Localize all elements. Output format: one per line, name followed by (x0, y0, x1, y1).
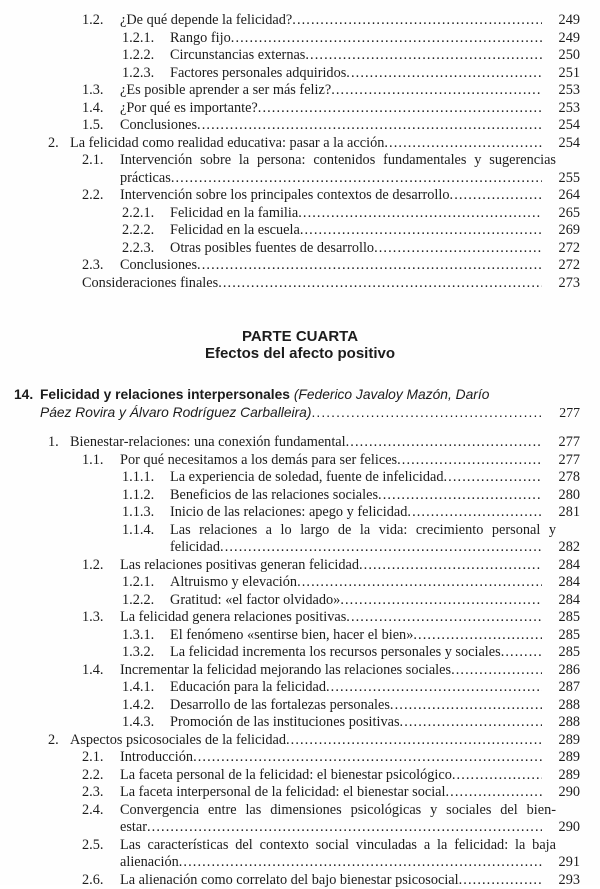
entry-number: 2.2. (82, 187, 120, 205)
entry-title: Aspectos psicosociales de la felicidad (70, 732, 286, 750)
entry-title: Por qué necesitamos a los demás para ser felices (120, 452, 397, 470)
dot-leader (326, 679, 542, 697)
toc-entry (0, 819, 580, 837)
toc-entry (0, 152, 580, 170)
chapter-title: Felicidad y relaciones interpersonales (40, 387, 290, 402)
page-number: 285 (556, 609, 580, 627)
chapter-entry (0, 386, 600, 421)
entry-number: 1.4. (82, 662, 120, 680)
entry-number: 1.2.1. (122, 574, 170, 592)
dot-leader (501, 644, 542, 662)
page-number: 288 (556, 697, 580, 715)
toc-entry (0, 714, 580, 732)
toc-entry (0, 784, 580, 802)
toc-entry (0, 592, 580, 610)
page-number: 250 (556, 47, 580, 65)
entry-number: 1.4.2. (122, 697, 170, 715)
toc-entry (0, 100, 580, 118)
entry-title: La faceta interpersonal de la felicidad: el bienestar social (120, 784, 446, 802)
chapter-authors-line (0, 404, 600, 422)
page-number: 277 (556, 452, 580, 470)
toc-entry (0, 557, 580, 575)
page-number: 281 (556, 504, 580, 522)
entry-title: Promoción de las instituciones positivas (170, 714, 400, 732)
toc-entry (0, 275, 580, 293)
entry-title: La felicidad como realidad educativa: pasar a la acción (70, 135, 384, 153)
dot-leader (305, 47, 542, 65)
toc-entry (0, 644, 580, 662)
entry-number: 2. (48, 732, 70, 750)
dot-leader (297, 574, 542, 592)
page-number: 278 (556, 469, 580, 487)
entry-title: Intervención sobre la persona: contenidos fundamentales y sugerencias (120, 152, 556, 170)
page-number: 293 (556, 872, 580, 889)
dot-leader (407, 504, 542, 522)
entry-title: Otras posibles fuentes de desarrollo (170, 240, 374, 258)
toc-entry (0, 802, 580, 820)
page-number: 290 (556, 784, 580, 802)
dot-leader (179, 854, 542, 872)
dot-leader (397, 452, 542, 470)
toc-entry (0, 135, 580, 153)
page-number: 289 (556, 767, 580, 785)
entry-number: 1. (48, 434, 70, 452)
dot-leader (359, 557, 542, 575)
dot-leader (450, 187, 542, 205)
entry-number: 2.2. (82, 767, 120, 785)
page-number: 290 (556, 819, 580, 837)
dot-leader (452, 767, 542, 785)
dot-leader (300, 222, 542, 240)
entry-title: Circunstancias externas (170, 47, 305, 65)
dot-leader (292, 12, 542, 30)
entry-number: 1.2. (82, 12, 120, 30)
entry-number: 1.3. (82, 82, 120, 100)
toc-entry (0, 872, 580, 889)
entry-title: La felicidad incrementa los recursos personales y sociales (170, 644, 501, 662)
page-number: 289 (556, 732, 580, 750)
entry-number: 1.2. (82, 557, 120, 575)
entry-title: Factores personales adquiridos (170, 65, 346, 83)
toc-entry (0, 65, 580, 83)
dot-leader (218, 275, 542, 293)
entry-title: Las relaciones a lo largo de la vida: crecimiento personal y (170, 522, 556, 540)
toc-entry (0, 854, 580, 872)
chapter-authors: (Federico Javaloy Mazón, Darío (294, 387, 490, 402)
entry-title: Incrementar la felicidad mejorando las relaciones sociales (120, 662, 451, 680)
page-number: 289 (556, 749, 580, 767)
entry-number: 2.3. (82, 257, 120, 275)
entry-number: 2.1. (82, 749, 120, 767)
toc-entry (0, 187, 580, 205)
entry-continuation: felicidad (170, 539, 220, 557)
part-title: Efectos del afecto positivo (0, 345, 600, 362)
page-number: 251 (556, 65, 580, 83)
page-number: 253 (556, 100, 580, 118)
entry-title: Educación para la felicidad (170, 679, 326, 697)
entry-number: 1.1.2. (122, 487, 170, 505)
page-number: 272 (556, 257, 580, 275)
page-number: 264 (556, 187, 580, 205)
toc-entry (0, 732, 580, 750)
page-number: 249 (556, 30, 580, 48)
toc-entry (0, 662, 580, 680)
dot-leader (231, 30, 542, 48)
entry-title: ¿Es posible aprender a ser más feliz? (120, 82, 331, 100)
chapter-title-line (14, 386, 600, 404)
entry-number: 1.2.2. (122, 592, 170, 610)
entry-number: 1.5. (82, 117, 120, 135)
toc-entry (0, 205, 580, 223)
entry-title: La experiencia de soledad, fuente de infelicidad (170, 469, 444, 487)
toc-block-2 (0, 434, 600, 889)
dot-leader (459, 872, 542, 889)
toc-entry (0, 82, 580, 100)
page-number: 277 (556, 404, 580, 422)
entry-title: Felicidad en la familia (170, 205, 298, 223)
toc-entry (0, 12, 580, 30)
entry-title: Conclusiones (120, 117, 197, 135)
entry-number: 1.1.4. (122, 522, 170, 540)
entry-number: 1.1.3. (122, 504, 170, 522)
toc-entry (0, 434, 580, 452)
toc-entry (0, 257, 580, 275)
toc-entry (0, 222, 580, 240)
entry-number: 1.2.2. (122, 47, 170, 65)
chapter-authors-continued: Páez Rovira y Álvaro Rodríguez Carballeira) (40, 404, 311, 422)
toc-entry (0, 767, 580, 785)
page-number: 284 (556, 557, 580, 575)
entry-title: Gratitud: «el factor olvidado» (170, 592, 340, 610)
entry-title: ¿Por qué es importante? (120, 100, 258, 118)
dot-leader (346, 434, 542, 452)
dot-leader (346, 609, 542, 627)
entry-title: Consideraciones finales (82, 275, 218, 293)
toc-entry (0, 170, 580, 188)
dot-leader (400, 714, 542, 732)
entry-number: 1.4. (82, 100, 120, 118)
entry-title: Bienestar-relaciones: una conexión fundamental (70, 434, 346, 452)
dot-leader (346, 65, 542, 83)
page-number: 288 (556, 714, 580, 732)
entry-number: 2. (48, 135, 70, 153)
entry-title: Inicio de las relaciones: apego y felicidad (170, 504, 407, 522)
toc-entry (0, 697, 580, 715)
entry-continuation: prácticas (120, 170, 171, 188)
dot-leader (258, 100, 542, 118)
toc-entry (0, 30, 580, 48)
dot-leader (298, 205, 542, 223)
page-number: 291 (556, 854, 580, 872)
entry-title: Las relaciones positivas generan felicidad (120, 557, 359, 575)
dot-leader (171, 170, 542, 188)
entry-number: 1.1.1. (122, 469, 170, 487)
entry-title: Introducción (120, 749, 193, 767)
entry-title: El fenómeno «sentirse bien, hacer el bien» (170, 627, 413, 645)
dot-leader (444, 469, 543, 487)
entry-number: 1.4.3. (122, 714, 170, 732)
entry-title: Convergencia entre las dimensiones psicológicas y sociales del bien- (120, 802, 556, 820)
page-number: 269 (556, 222, 580, 240)
entry-number: 2.2.3. (122, 240, 170, 258)
page-number: 254 (556, 117, 580, 135)
page-number: 253 (556, 82, 580, 100)
dot-leader (147, 819, 542, 837)
entry-title: Rango fijo (170, 30, 231, 48)
toc-entry (0, 487, 580, 505)
entry-title: ¿De qué depende la felicidad? (120, 12, 292, 30)
entry-title: La alienación como correlato del bajo bienestar psicosocial (120, 872, 459, 889)
toc-entry (0, 627, 580, 645)
dot-leader (340, 592, 542, 610)
entry-number: 2.2.1. (122, 205, 170, 223)
toc-entry (0, 47, 580, 65)
toc-entry (0, 539, 580, 557)
toc-entry (0, 469, 580, 487)
page-number: 285 (556, 627, 580, 645)
entry-number: 2.5. (82, 837, 120, 855)
toc-entry (0, 240, 580, 258)
dot-leader (446, 784, 543, 802)
dot-leader (374, 240, 542, 258)
toc-entry (0, 522, 580, 540)
entry-number: 2.1. (82, 152, 120, 170)
part-heading (0, 328, 600, 362)
entry-number: 1.2.1. (122, 30, 170, 48)
page-number: 254 (556, 135, 580, 153)
entry-number: 1.3.2. (122, 644, 170, 662)
dot-leader (331, 82, 542, 100)
entry-title: La felicidad genera relaciones positivas (120, 609, 346, 627)
dot-leader (286, 732, 542, 750)
page-number: 272 (556, 240, 580, 258)
entry-number: 1.4.1. (122, 679, 170, 697)
toc-entry (0, 452, 580, 470)
entry-number: 1.3. (82, 609, 120, 627)
page-number: 284 (556, 574, 580, 592)
toc-entry (0, 574, 580, 592)
dot-leader (220, 539, 542, 557)
toc-entry (0, 117, 580, 135)
dot-leader (311, 404, 542, 422)
dot-leader (197, 257, 542, 275)
entry-number: 2.3. (82, 784, 120, 802)
entry-number: 2.4. (82, 802, 120, 820)
entry-number: 1.2.3. (122, 65, 170, 83)
toc-entry (0, 504, 580, 522)
toc-block-1 (0, 12, 600, 292)
page-number: 284 (556, 592, 580, 610)
toc-entry (0, 679, 580, 697)
page-number: 287 (556, 679, 580, 697)
dot-leader (193, 749, 542, 767)
entry-title: La faceta personal de la felicidad: el bienestar psicológico (120, 767, 452, 785)
dot-leader (384, 135, 542, 153)
page-number: 285 (556, 644, 580, 662)
entry-title: Beneficios de las relaciones sociales (170, 487, 378, 505)
chapter-number: 14. (14, 386, 40, 404)
dot-leader (378, 487, 542, 505)
page-number: 273 (556, 275, 580, 293)
entry-title: Desarrollo de las fortalezas personales (170, 697, 390, 715)
dot-leader (390, 697, 542, 715)
entry-number: 2.6. (82, 872, 120, 889)
entry-title: Altruismo y elevación (170, 574, 297, 592)
page-number: 282 (556, 539, 580, 557)
toc-entry (0, 837, 580, 855)
entry-title: Intervención sobre los principales contextos de desarrollo (120, 187, 450, 205)
dot-leader (451, 662, 542, 680)
toc-entry (0, 749, 580, 767)
page-number: 249 (556, 12, 580, 30)
entry-continuation: estar (120, 819, 147, 837)
part-kicker: PARTE CUARTA (0, 328, 600, 345)
entry-number: 2.2.2. (122, 222, 170, 240)
entry-title: Conclusiones (120, 257, 197, 275)
page-number: 255 (556, 170, 580, 188)
page-number: 277 (556, 434, 580, 452)
entry-continuation: alienación (120, 854, 179, 872)
dot-leader (413, 627, 542, 645)
page-number: 280 (556, 487, 580, 505)
entry-title: Felicidad en la escuela (170, 222, 300, 240)
entry-title: Las características del contexto social vinculadas a la felicidad: la baja (120, 837, 556, 855)
dot-leader (197, 117, 542, 135)
page-number: 286 (556, 662, 580, 680)
toc-entry (0, 609, 580, 627)
entry-number: 1.3.1. (122, 627, 170, 645)
entry-number: 1.1. (82, 452, 120, 470)
page-number: 265 (556, 205, 580, 223)
